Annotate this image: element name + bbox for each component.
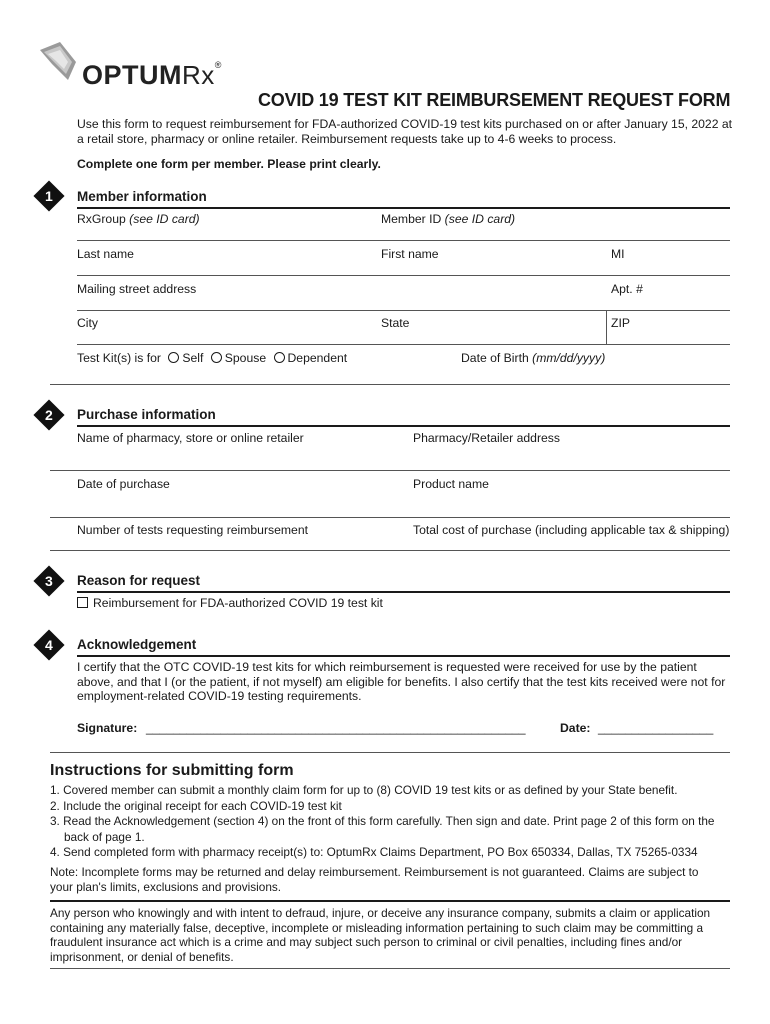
optumrx-logo-icon: [38, 40, 78, 82]
street-label: Mailing street address: [77, 282, 197, 296]
section-2-end-rule: [50, 550, 730, 551]
section-1-badge: 1: [33, 180, 64, 211]
member-id-label: Member ID (see ID card): [381, 212, 516, 226]
kit-for-row: Test Kit(s) is for Self Spouse Dependent: [77, 351, 348, 365]
signature-field[interactable]: ________________________________________________________: [146, 721, 526, 735]
row-rule: [77, 275, 730, 276]
apt-label: Apt. #: [611, 282, 643, 296]
section-3-title: Reason for request: [77, 573, 201, 588]
acknowledgement-text: I certify that the OTC COVID-19 test kits for which reimbursement is requested were received for use by the patient above, and that I (or the patient, if not myself) am eligible for benefits. I also certify that the test kits received were not for employment-related COVID-19 testing requirements.: [77, 660, 726, 703]
zip-divider: [606, 310, 607, 344]
section-3-rule: [77, 591, 730, 593]
instructions-list: [50, 783, 730, 861]
row-rule: [77, 344, 730, 345]
reason-option: Reimbursement for FDA-authorized COVID 19 test kit: [77, 596, 383, 610]
date-purchase-label: Date of purchase: [77, 477, 170, 491]
section-3-badge: 3: [33, 565, 64, 596]
total-cost-label: Total cost of purchase (including applicable tax & shipping): [413, 523, 730, 537]
dependent-radio[interactable]: [274, 352, 285, 363]
zip-label: ZIP: [611, 316, 630, 330]
form-title: COVID 19 TEST KIT REIMBURSEMENT REQUEST FORM: [258, 90, 731, 110]
row-rule: [77, 310, 730, 311]
row-rule: [77, 240, 730, 241]
dob-label: Date of Birth (mm/dd/yyyy): [461, 351, 606, 365]
signature-label: Signature:: [77, 721, 138, 735]
section-1-rule: [77, 207, 730, 209]
optumrx-logo-text: OPTUMRx®: [82, 60, 222, 90]
reason-checkbox[interactable]: [77, 597, 88, 608]
instruction-item: 2. Include the original receipt for each COVID-19 test kit: [50, 798, 342, 813]
disclaimer-text: Any person who knowingly and with intent to defraud, injure, or deceive any insurance company, submits a claim or application containing any materially false, deceptive, incomplete or misleading information pertaining to such claim may be committing a fraudulent insurance act which is a crime and may subject such person to criminal or civil penalties, including fines and/or imprisonment, or denial of benefits.: [50, 906, 711, 964]
instruction-item: 3. Read the Acknowledgement (section 4) on the front of this form carefully. Then sign and date. Print page 2 of this form on the: [50, 814, 715, 828]
instruction-item: 4. Send completed form with pharmacy receipt(s) to: OptumRx Claims Department, PO Box 650334, Dallas, TX 75265-0334: [50, 845, 698, 859]
section-1-end-rule: [50, 384, 730, 385]
section-4-end-rule: [50, 752, 730, 753]
city-label: City: [77, 316, 98, 330]
section-4-title: Acknowledgement: [77, 637, 197, 652]
instruction-item: 1. Covered member can submit a monthly claim form for up to (8) COVID 19 test kits or as defined by your State benefit.: [50, 783, 678, 797]
section-2-rule: [77, 425, 730, 427]
disclaimer-rule: [50, 900, 730, 902]
row-rule: [50, 517, 730, 518]
date-label: Date:: [560, 721, 591, 735]
row-rule: [50, 470, 730, 471]
section-1-title: Member information: [77, 189, 207, 204]
instructions-title: Instructions for submitting form: [50, 762, 294, 779]
complete-note: Complete one form per member. Please print clearly.: [77, 157, 381, 171]
rxgroup-label: RxGroup (see ID card): [77, 212, 200, 226]
retailer-name-label: Name of pharmacy, store or online retailer: [77, 431, 304, 445]
date-field[interactable]: _________________: [598, 721, 714, 735]
intro-text: Use this form to request reimbursement for FDA-authorized COVID-19 test kits purchased on or after January 15, 2022 at a retail store, pharmacy or online retailer. Reimbursement requests take up to 4-6 weeks to process.: [77, 117, 733, 146]
state-label: State: [381, 316, 410, 330]
section-4-rule: [77, 655, 730, 657]
instruction-item: back of page 1.: [64, 829, 145, 844]
spouse-radio[interactable]: [211, 352, 222, 363]
retailer-address-label: Pharmacy/Retailer address: [413, 431, 560, 445]
section-2-badge: 2: [33, 399, 64, 430]
bottom-rule: [50, 968, 730, 969]
self-radio[interactable]: [168, 352, 179, 363]
num-tests-label: Number of tests requesting reimbursement: [77, 523, 308, 537]
section-4-badge: 4: [33, 629, 64, 660]
mi-label: MI: [611, 247, 625, 261]
first-name-label: First name: [381, 247, 439, 261]
section-2-title: Purchase information: [77, 407, 216, 422]
instructions-note: Note: Incomplete forms may be returned and delay reimbursement. Reimbursement is not guaranteed. Claims are subject to your plan's limits, exclusions and provisions.: [50, 865, 699, 894]
product-name-label: Product name: [413, 477, 489, 491]
last-name-label: Last name: [77, 247, 134, 261]
